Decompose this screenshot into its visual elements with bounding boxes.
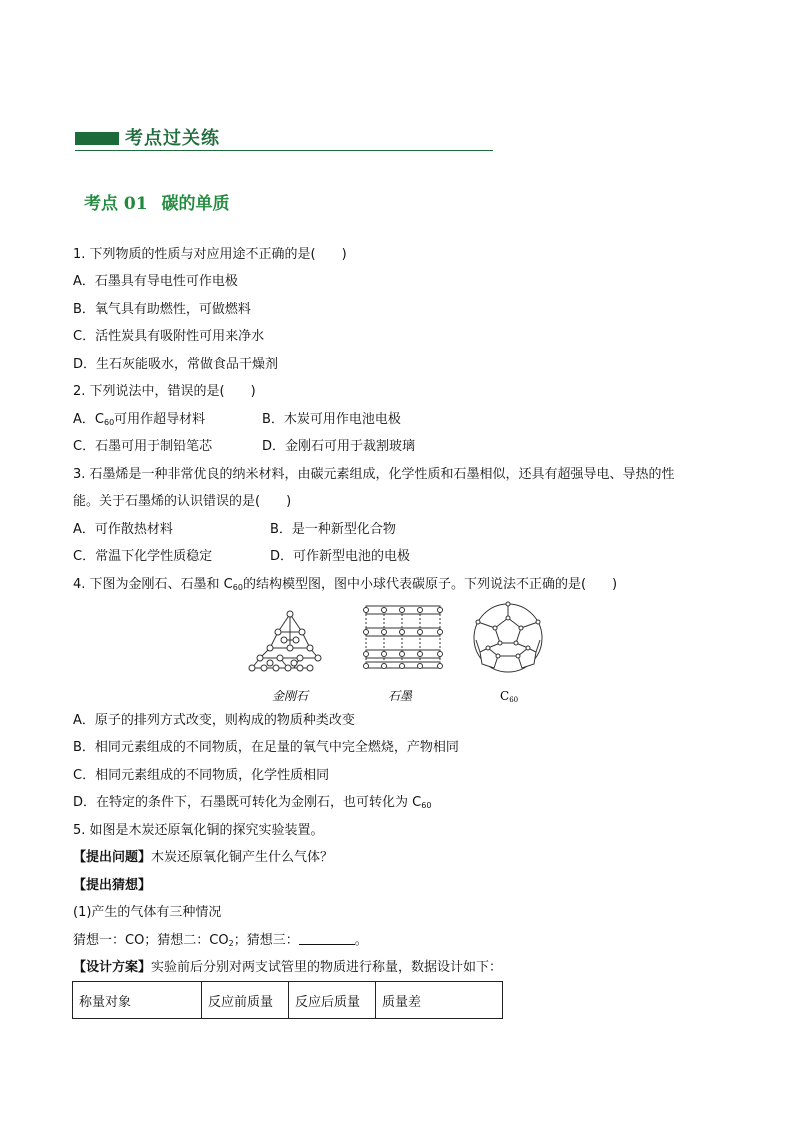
topic-heading (84, 192, 230, 216)
q2-option-c: C．石墨可用于制铅笔芯 (73, 439, 213, 454)
q3-option-c: C．常温下化学性质稳定 (73, 549, 213, 564)
q2-a-prefix: A．C (73, 412, 104, 427)
caption-c60: C60 (500, 689, 519, 704)
q3-option-b: B．是一种新型化合物 (270, 522, 396, 537)
q5-guess-3: ；猜想三： (233, 933, 299, 948)
q4-option-c: C．相同元素组成的不同物质，化学性质相同 (73, 768, 330, 783)
structure-models (240, 600, 560, 708)
q4-stem-subscript: 60 (232, 583, 243, 592)
q5-guess-end: 。 (354, 933, 368, 948)
table-header-row (73, 982, 503, 1019)
table-header-cell: 称量对象 (73, 982, 202, 1019)
q3-stem-line2: 能。关于石墨烯的认识错误的是( ) (73, 494, 292, 509)
q3-option-d: D．可作新型电池的电极 (270, 549, 411, 564)
q3-stem-line1: 3. 石墨烯是一种非常优良的纳米材料，由碳元素组成，化学性质和石墨相似，还具有超强导电、导热的性 (73, 467, 675, 482)
q2-a-text: 可用作超导材料 (114, 412, 206, 427)
q4-d-subscript: 60 (421, 801, 432, 810)
q2-option-a (73, 411, 205, 432)
q2-stem: 2. 下列说法中，错误的是( ) (73, 384, 256, 399)
q5-hypothesis-tag: 【提出猜想】 (73, 878, 152, 893)
q5-plan (73, 959, 502, 977)
caption-graphite: 石墨 (388, 689, 413, 703)
topic-title: 碳的单质 (161, 194, 230, 214)
q5-question (73, 849, 333, 867)
q5-co2-subscript: 2 (228, 939, 234, 948)
q2-a-subscript: 60 (103, 418, 115, 427)
caption-diamond: 金刚石 (272, 689, 309, 703)
q4-option-a: A．原子的排列方式改变，则构成的物质种类改变 (73, 713, 355, 728)
section-title: 考点过关练 (125, 128, 220, 149)
section-header (75, 128, 493, 154)
q5-plan-tag: 【设计方案】 (73, 960, 152, 975)
q1-stem: 1. 下列物质的性质与对应用途不正确的是( ) (73, 247, 347, 262)
q1-option-d: D．生石灰能吸水，常做食品干燥剂 (73, 357, 279, 372)
q5-stem: 5. 如图是木炭还原氧化铜的探究实验装置。 (73, 823, 324, 838)
q4-d-text: D．在特定的条件下，石墨既可转化为金刚石，也可转化为 C (73, 795, 422, 810)
q2-option-d: D．金刚石可用于裁割玻璃 (262, 439, 416, 454)
table-header-cell: 质量差 (376, 982, 503, 1019)
q1-option-b: B．氧气具有助燃性，可做燃料 (73, 302, 251, 317)
table-header-cell: 反应前质量 (202, 982, 289, 1019)
q1-option-a: A．石墨具有导电性可作电极 (73, 274, 238, 289)
q4-option-b: B．相同元素组成的不同物质，在足量的氧气中完全燃烧，产物相同 (73, 740, 459, 755)
graphite-model (364, 606, 443, 669)
q5-guess-1-2: 猜想一：CO；猜想二：CO (73, 933, 229, 948)
mass-table (72, 981, 503, 1019)
carbon-structures-figure (240, 600, 560, 708)
q5-plan-text: 实验前后分别对两支试管里的物质进行称量，数据设计如下： (151, 960, 503, 975)
topic-label: 考点 01 (84, 194, 148, 214)
section-marker (75, 132, 119, 145)
table-header-cell: 反应后质量 (289, 982, 376, 1019)
q4-stem-prefix: 4. 下图为金刚石、石墨和 C (73, 577, 233, 592)
q2-option-b: B．木炭可用作电池电极 (262, 412, 401, 427)
q5-hypotheses (73, 932, 368, 953)
diamond-model (249, 611, 321, 671)
q4-option-d (73, 794, 431, 815)
q5-hypothesis-1: (1)产生的气体有三种情况 (73, 905, 222, 920)
q5-question-tag: 【提出问题】 (73, 850, 152, 865)
q5-question-text: 木炭还原氧化铜产生什么气体？ (151, 850, 334, 865)
q4-stem-text: 的结构模型图，图中小球代表碳原子。下列说法不正确的是( ) (242, 577, 618, 592)
q4-stem (73, 576, 617, 597)
section-divider (75, 150, 493, 151)
q1-option-c: C．活性炭具有吸附性可用来净水 (73, 329, 265, 344)
c60-model (474, 602, 542, 672)
q5-answer-blank[interactable] (299, 932, 355, 945)
q3-option-a: A．可作散热材料 (73, 522, 173, 537)
